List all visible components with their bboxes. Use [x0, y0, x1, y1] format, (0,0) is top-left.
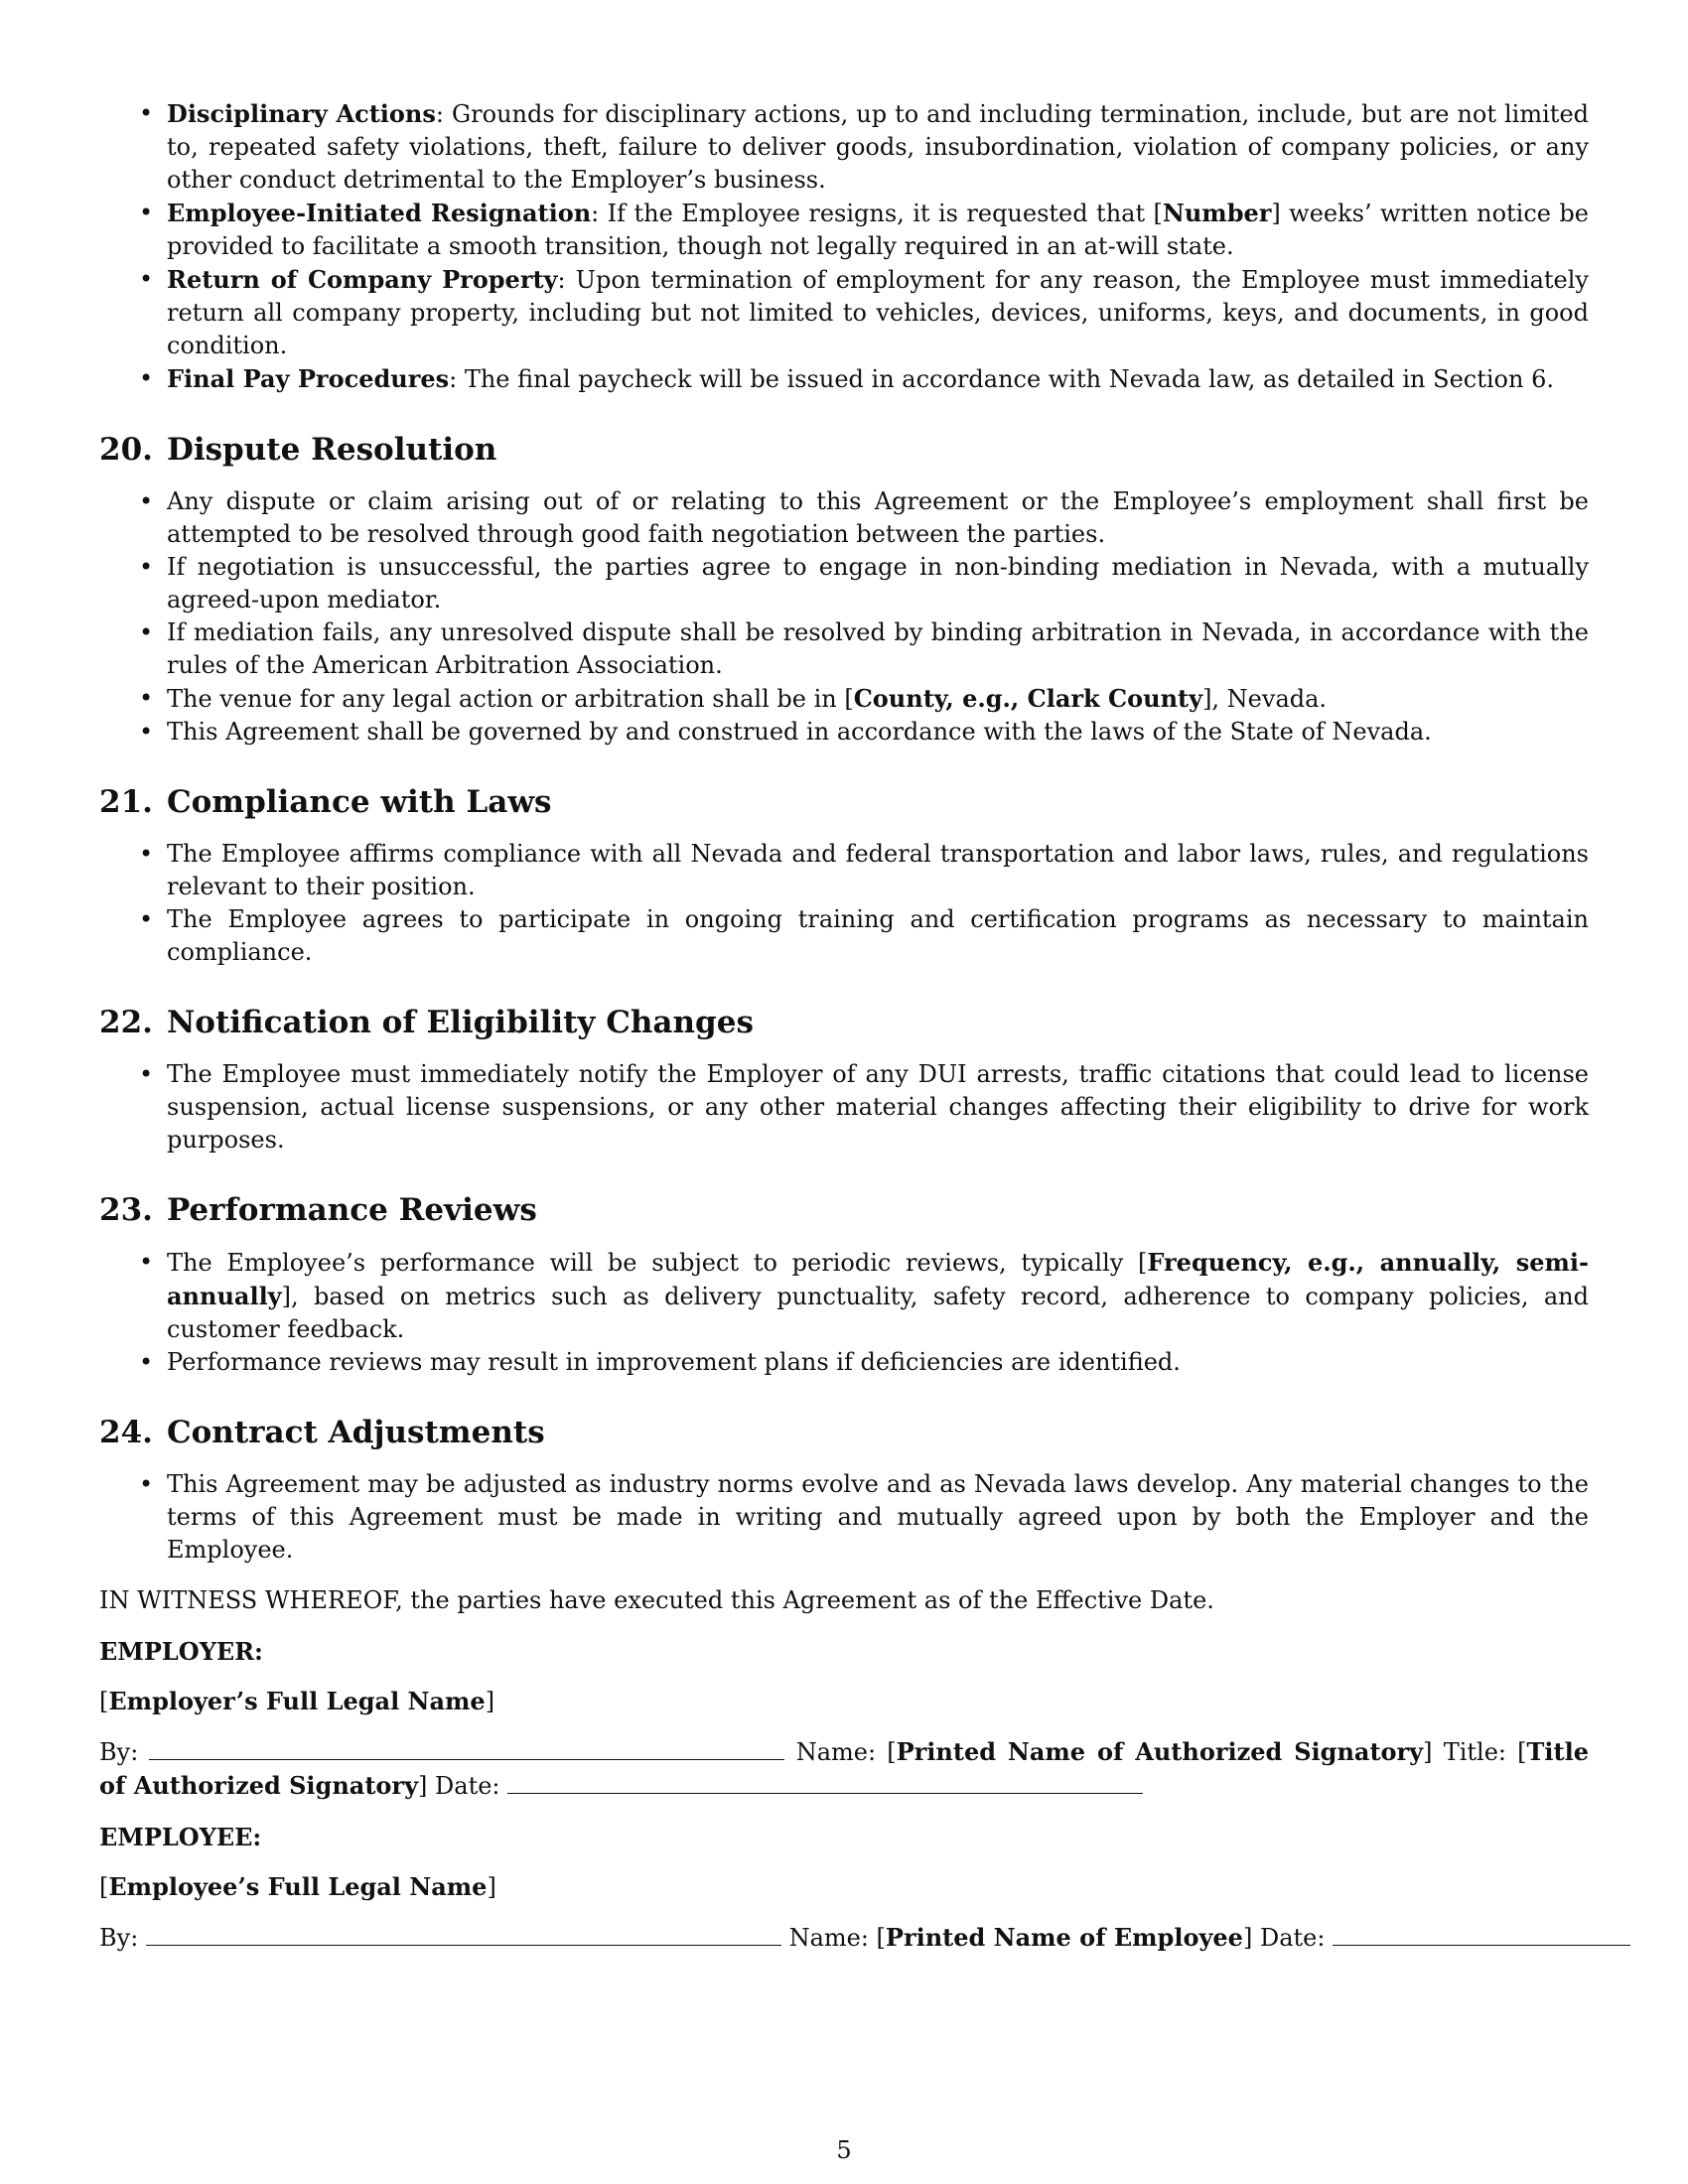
section-heading: 21. Compliance with Laws: [99, 784, 552, 820]
section-heading: 20. Dispute Resolution: [99, 432, 497, 468]
performance-list: [99, 1246, 1589, 1379]
list-item: • If negotiation is unsuccessful, the parties agree to engage in non-binding mediation in Nevada, with a mutually agreed-upon mediator.: [167, 551, 1589, 616]
placeholder-employee-name: Printed Name of Employee: [885, 1923, 1243, 1952]
list-item: • This Agreement may be adjusted as industry norms evolve and as Nevada laws develop. Any material changes to the terms of this Agreement must be made in writing and mutually agreed upon by both the Employer and the Employee.: [167, 1468, 1589, 1567]
eligibility-list: [99, 1058, 1589, 1157]
section-heading: 24. Contract Adjustments: [99, 1415, 545, 1450]
list-item: • If mediation fails, any unresolved dispute shall be resolved by binding arbitration in Nevada, in accordance with the rules of the American Arbitration Association.: [167, 616, 1589, 682]
termination-list: [99, 97, 1589, 396]
section-22: [99, 1003, 1589, 1157]
section-23: [99, 1190, 1589, 1379]
list-item: • Performance reviews may result in improvement plans if deficiencies are identified.: [167, 1346, 1589, 1379]
page-number: 5: [836, 2136, 852, 2164]
list-item: • Return of Company Property: Upon termination of employment for any reason, the Employee must immediately return all company property, including but not limited to vehicles, devices, uniforms, keys, and documents, in good condition.: [167, 263, 1589, 362]
placeholder-number: Number: [1162, 199, 1272, 227]
adjustments-list: [99, 1468, 1589, 1567]
witness-clause: IN WITNESS WHEREOF, the parties have executed this Agreement as of the Effective Date.: [99, 1586, 1214, 1614]
section-heading: 22. Notification of Eligibility Changes: [99, 1005, 754, 1040]
list-item: • Disciplinary Actions: Grounds for disciplinary actions, up to and including termination, include, but are not limited to, repeated safety violations, theft, failure to deliver goods, insubordination, violation of company policies, or any other conduct detrimental to the Employer’s business.: [167, 97, 1589, 197]
placeholder-frequency: Frequency, e.g., annually, semi-annually: [167, 1248, 1589, 1310]
list-item: • The venue for any legal action or arbitration shall be in [County, e.g., Clark County], Nevada.: [167, 682, 1589, 716]
employer-date-line[interactable]: [507, 1771, 1143, 1794]
section-24: [99, 1413, 1589, 1567]
list-item: • Any dispute or claim arising out of or relating to this Agreement or the Employee’s employment shall first be attempted to be resolved through good faith negotiation between the parties.: [167, 485, 1589, 551]
term-resignation: Employee-Initiated Resignation: [167, 199, 592, 227]
section-20: [99, 430, 1589, 749]
term-disciplinary-actions: Disciplinary Actions: [167, 99, 436, 128]
list-item: • Employee-Initiated Resignation: If the Employee resigns, it is requested that [Number] weeks’ written notice be provided to facilitate a smooth transition, though not legally required in an at-will state.: [167, 197, 1589, 263]
employee-signature-block: By: Name: [Printed Name of Employee] Date:: [99, 1921, 1589, 1955]
list-item: • This Agreement shall be governed by and construed in accordance with the laws of the State of Nevada.: [167, 716, 1589, 749]
term-return-property: Return of Company Property: [167, 265, 558, 294]
employer-heading: EMPLOYER:: [99, 1637, 263, 1666]
employee-heading: EMPLOYEE:: [99, 1823, 262, 1851]
document-page: [99, 97, 1589, 1955]
employee-date-line[interactable]: [1333, 1923, 1630, 1946]
section-heading: 23. Performance Reviews: [99, 1192, 537, 1228]
employee-legal-name: [Employee’s Full Legal Name]: [99, 1872, 496, 1901]
employer-signature-block: By: Name: [Printed Name of Authorized Signatory] Title: [Title of Authorized Signatory] Date:: [99, 1737, 1589, 1800]
placeholder-signatory-title: Title of Authorized Signatory: [99, 1737, 1589, 1800]
list-item: • The Employee affirms compliance with all Nevada and federal transportation and labor laws, rules, and regulations relevant to their position.: [167, 838, 1589, 903]
list-item: • The Employee must immediately notify the Employer of any DUI arrests, traffic citations that could lead to license suspension, actual license suspensions, or any other material changes affecting their eligibility to drive for work purposes.: [167, 1058, 1589, 1157]
employee-signature-line[interactable]: [146, 1923, 781, 1946]
list-item: • The Employee agrees to participate in ongoing training and certification programs as necessary to maintain compliance.: [167, 903, 1589, 969]
list-item: • Final Pay Procedures: The final paycheck will be issued in accordance with Nevada law, as detailed in Section 6.: [167, 362, 1589, 396]
list-item: • The Employee’s performance will be subject to periodic reviews, typically [Frequency, e.g., annually, semi-annually], based on metrics such as delivery punctuality, safety record, adherence to company policies, and customer feedback.: [167, 1246, 1589, 1346]
placeholder-county: County, e.g., Clark County: [853, 684, 1203, 713]
employer-signature-line[interactable]: [149, 1737, 784, 1760]
employer-legal-name: [Employer’s Full Legal Name]: [99, 1687, 495, 1715]
dispute-list: [99, 485, 1589, 749]
placeholder-signatory-name: Printed Name of Authorized Signatory: [896, 1737, 1424, 1766]
section-21: [99, 782, 1589, 969]
term-final-pay: Final Pay Procedures: [167, 364, 450, 393]
compliance-list: [99, 838, 1589, 969]
